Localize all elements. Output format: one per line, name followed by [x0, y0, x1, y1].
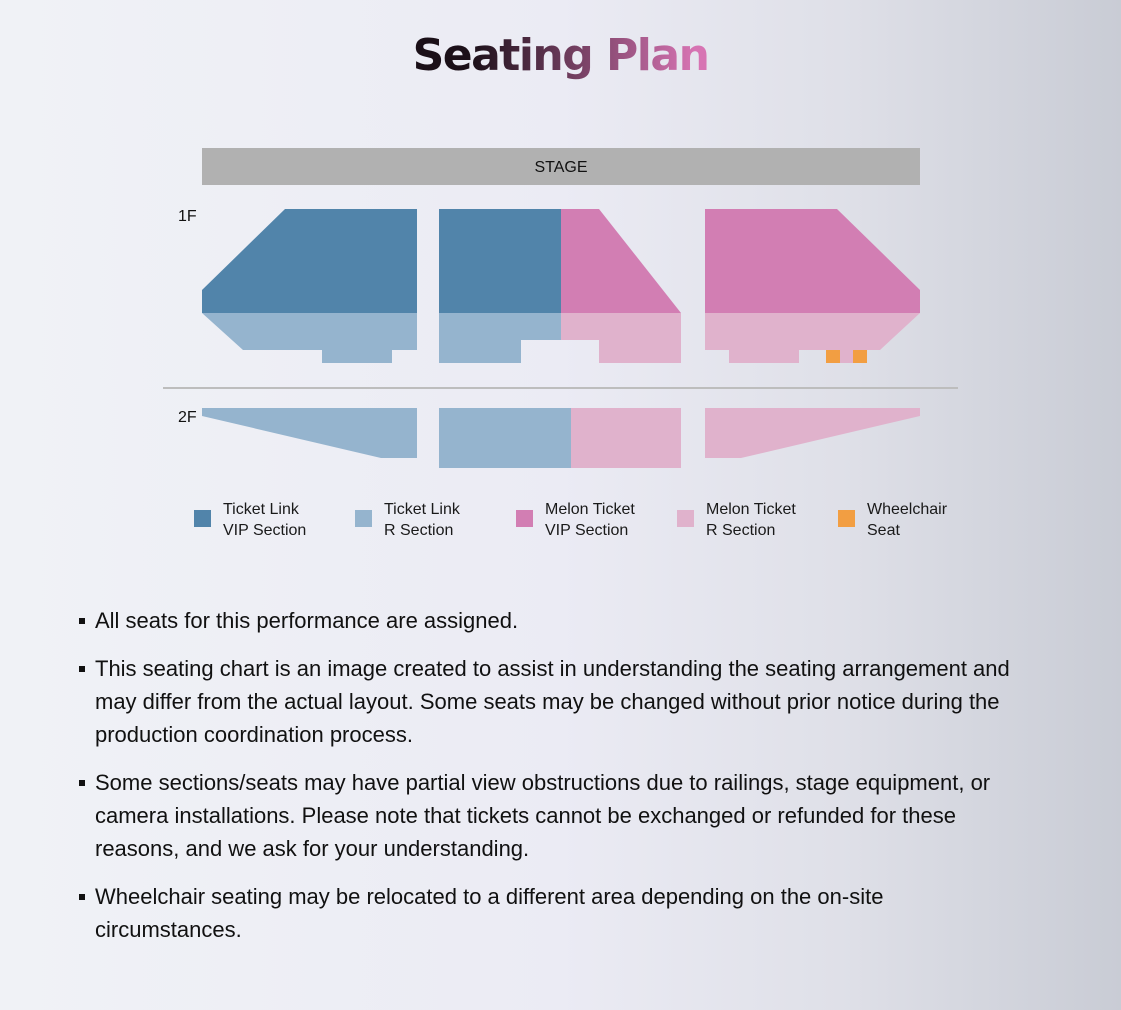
note-text: Some sections/seats may have partial view obstructions due to railings, stage equipment, or camera installations. Please note that tickets cannot be exchanged or refunded for these reasons, and we ask for your understanding.: [95, 770, 991, 861]
note-item: [76, 766, 1036, 865]
note-item: [76, 652, 1036, 751]
notes-list: [76, 604, 1036, 961]
legend-label: Ticket Link VIP Section: [223, 501, 307, 539]
bullet-icon: [79, 894, 85, 900]
1f-center-ticketlink-r-section[interactable]: [439, 313, 561, 363]
stage-label: STAGE: [534, 159, 588, 176]
legend-label: Melon Ticket R Section: [706, 501, 796, 539]
legend-swatch: [677, 510, 694, 527]
2f-left-r-section[interactable]: [202, 408, 417, 458]
2f-right-r-section[interactable]: [705, 408, 920, 458]
2f-center-ticketlink-r-section[interactable]: [439, 408, 571, 468]
legend-label: Melon Ticket VIP Section: [545, 501, 635, 539]
note-item: [76, 880, 1036, 946]
bullet-icon: [79, 618, 85, 624]
legend-item-melon-vip: [516, 499, 635, 541]
1f-right-r-section[interactable]: [705, 313, 920, 363]
note-text: This seating chart is an image created to assist in understanding the seating arrangement and may differ from the actual layout. Some seats may be changed without prior notice during the production coordination process.: [95, 656, 1010, 747]
1f-right-vip-section[interactable]: [705, 209, 920, 313]
legend-label: Wheelchair Seat: [867, 501, 948, 539]
legend-item-melon-r: [677, 499, 796, 541]
legend: [194, 499, 974, 547]
note-item: [76, 604, 1036, 637]
legend-swatch: [355, 510, 372, 527]
page-title: Seating Plan: [0, 30, 1121, 81]
seating-plan-diagram: [0, 0, 1121, 500]
2f-center-melon-r-section[interactable]: [571, 408, 681, 468]
legend-swatch: [194, 510, 211, 527]
bullet-icon: [79, 780, 85, 786]
1f-center-melon-vip-section[interactable]: [561, 209, 681, 313]
legend-item-ticketlink-r: [355, 499, 460, 541]
wheelchair-seat[interactable]: [826, 350, 840, 363]
legend-label: Ticket Link R Section: [384, 501, 460, 539]
floor-1-label: 1F: [178, 208, 197, 225]
wheelchair-seat[interactable]: [853, 350, 867, 363]
floor-2-label: 2F: [178, 409, 197, 426]
note-text: Wheelchair seating may be relocated to a different area depending on the on-site circumstances.: [95, 884, 884, 942]
legend-swatch: [838, 510, 855, 527]
legend-swatch: [516, 510, 533, 527]
1f-left-r-section[interactable]: [202, 313, 417, 363]
bullet-icon: [79, 666, 85, 672]
1f-center-melon-r-section[interactable]: [561, 313, 681, 363]
1f-center-ticketlink-vip-section[interactable]: [439, 209, 561, 313]
1f-left-vip-section[interactable]: [202, 209, 417, 313]
legend-item-ticketlink-vip: [194, 499, 306, 541]
note-text: All seats for this performance are assigned.: [95, 608, 519, 633]
legend-item-wheelchair: [838, 499, 947, 541]
